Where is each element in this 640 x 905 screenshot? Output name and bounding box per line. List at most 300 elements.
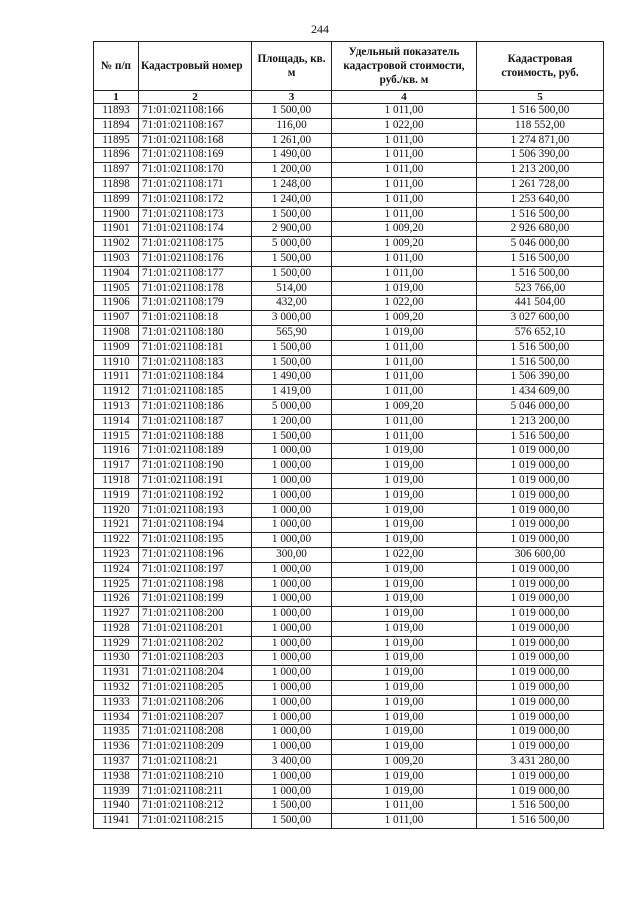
row-number-cell: 11923 [94, 547, 139, 562]
table-row [94, 355, 604, 370]
row-number-cell: 11921 [94, 518, 139, 533]
area-cell: 1 261,00 [252, 133, 332, 148]
area-cell: 1 000,00 [252, 666, 332, 681]
specific-value-cell: 1 019,00 [332, 784, 477, 799]
specific-value-cell: 1 011,00 [332, 177, 477, 192]
area-cell: 1 490,00 [252, 370, 332, 385]
cadastral-number-cell: 71:01:021108:198 [139, 577, 252, 592]
cadastral-value-cell: 1 019 000,00 [477, 725, 604, 740]
area-cell: 1 000,00 [252, 444, 332, 459]
column-number: 5 [477, 91, 604, 104]
table-row [94, 710, 604, 725]
specific-value-cell: 1 019,00 [332, 607, 477, 622]
cadastral-value-cell: 1 516 500,00 [477, 207, 604, 222]
cadastral-number-cell: 71:01:021108:204 [139, 666, 252, 681]
area-cell: 3 000,00 [252, 311, 332, 326]
table-row [94, 237, 604, 252]
specific-value-cell: 1 011,00 [332, 266, 477, 281]
cadastral-number-cell: 71:01:021108:210 [139, 769, 252, 784]
cadastral-number-cell: 71:01:021108:18 [139, 311, 252, 326]
table-row [94, 281, 604, 296]
table-row [94, 429, 604, 444]
row-number-cell: 11911 [94, 370, 139, 385]
cadastral-value-cell: 1 261 728,00 [477, 177, 604, 192]
specific-value-cell: 1 022,00 [332, 296, 477, 311]
area-cell: 432,00 [252, 296, 332, 311]
row-number-cell: 11924 [94, 562, 139, 577]
table-row [94, 607, 604, 622]
cadastral-value-cell: 1 019 000,00 [477, 459, 604, 474]
cadastral-number-cell: 71:01:021108:167 [139, 118, 252, 133]
cadastral-number-cell: 71:01:021108:21 [139, 755, 252, 770]
area-cell: 1 000,00 [252, 769, 332, 784]
table-row [94, 814, 604, 829]
table-header [94, 42, 604, 104]
specific-value-cell: 1 011,00 [332, 340, 477, 355]
column-number: 3 [252, 91, 332, 104]
table-row [94, 681, 604, 696]
table-row [94, 533, 604, 548]
cadastral-number-cell: 71:01:021108:175 [139, 237, 252, 252]
row-number-cell: 11925 [94, 577, 139, 592]
row-number-cell: 11904 [94, 266, 139, 281]
row-number-cell: 11941 [94, 814, 139, 829]
row-number-cell: 11902 [94, 237, 139, 252]
area-cell: 1 000,00 [252, 725, 332, 740]
table-row [94, 118, 604, 133]
area-cell: 5 000,00 [252, 237, 332, 252]
cadastral-number-cell: 71:01:021108:185 [139, 385, 252, 400]
cadastral-number-cell: 71:01:021108:203 [139, 651, 252, 666]
row-number-cell: 11916 [94, 444, 139, 459]
row-number-cell: 11919 [94, 488, 139, 503]
row-number-cell: 11893 [94, 104, 139, 119]
table-row [94, 799, 604, 814]
area-cell: 1 000,00 [252, 577, 332, 592]
specific-value-cell: 1 011,00 [332, 133, 477, 148]
row-number-cell: 11912 [94, 385, 139, 400]
table-row [94, 784, 604, 799]
area-cell: 1 240,00 [252, 192, 332, 207]
specific-value-cell: 1 019,00 [332, 281, 477, 296]
cadastral-value-cell: 1 506 390,00 [477, 148, 604, 163]
table-row [94, 459, 604, 474]
table-row [94, 444, 604, 459]
cadastral-number-cell: 71:01:021108:189 [139, 444, 252, 459]
row-number-cell: 11931 [94, 666, 139, 681]
area-cell: 1 000,00 [252, 459, 332, 474]
table-row [94, 148, 604, 163]
header-area: Площадь, кв. м [252, 42, 332, 91]
cadastral-value-cell: 1 019 000,00 [477, 666, 604, 681]
cadastral-number-cell: 71:01:021108:170 [139, 163, 252, 178]
column-number: 1 [94, 91, 139, 104]
specific-value-cell: 1 019,00 [332, 695, 477, 710]
specific-value-cell: 1 019,00 [332, 533, 477, 548]
area-cell: 2 900,00 [252, 222, 332, 237]
row-number-cell: 11906 [94, 296, 139, 311]
cadastral-value-cell: 1 019 000,00 [477, 488, 604, 503]
table-row [94, 621, 604, 636]
cadastral-number-cell: 71:01:021108:191 [139, 473, 252, 488]
cadastral-value-cell: 1 516 500,00 [477, 814, 604, 829]
cadastral-value-cell: 1 516 500,00 [477, 355, 604, 370]
page-number: 244 [311, 22, 329, 36]
row-number-cell: 11918 [94, 473, 139, 488]
cadastral-value-cell: 1 213 200,00 [477, 414, 604, 429]
cadastral-number-cell: 71:01:021108:196 [139, 547, 252, 562]
header-row [94, 42, 604, 91]
row-number-cell: 11933 [94, 695, 139, 710]
cadastral-value-cell: 1 516 500,00 [477, 251, 604, 266]
cadastral-value-cell: 118 552,00 [477, 118, 604, 133]
table-row [94, 518, 604, 533]
table-body [94, 104, 604, 829]
table-row [94, 725, 604, 740]
table-row [94, 133, 604, 148]
cadastral-number-cell: 71:01:021108:181 [139, 340, 252, 355]
cadastral-number-cell: 71:01:021108:195 [139, 533, 252, 548]
cadastral-number-cell: 71:01:021108:209 [139, 740, 252, 755]
row-number-cell: 11905 [94, 281, 139, 296]
cadastral-number-cell: 71:01:021108:202 [139, 636, 252, 651]
area-cell: 1 200,00 [252, 414, 332, 429]
specific-value-cell: 1 019,00 [332, 725, 477, 740]
cadastral-number-cell: 71:01:021108:180 [139, 325, 252, 340]
table-row [94, 755, 604, 770]
area-cell: 1 500,00 [252, 355, 332, 370]
row-number-cell: 11927 [94, 607, 139, 622]
cadastral-value-cell: 576 652,10 [477, 325, 604, 340]
table-row [94, 547, 604, 562]
specific-value-cell: 1 019,00 [332, 562, 477, 577]
row-number-cell: 11937 [94, 755, 139, 770]
cadastral-number-cell: 71:01:021108:190 [139, 459, 252, 474]
row-number-cell: 11899 [94, 192, 139, 207]
cadastral-value-cell: 1 516 500,00 [477, 104, 604, 119]
cadastral-value-cell: 1 019 000,00 [477, 636, 604, 651]
specific-value-cell: 1 019,00 [332, 681, 477, 696]
table-row [94, 385, 604, 400]
row-number-cell: 11895 [94, 133, 139, 148]
specific-value-cell: 1 019,00 [332, 651, 477, 666]
cadastral-number-cell: 71:01:021108:205 [139, 681, 252, 696]
area-cell: 1 500,00 [252, 814, 332, 829]
row-number-cell: 11929 [94, 636, 139, 651]
cadastral-value-cell: 1 253 640,00 [477, 192, 604, 207]
row-number-cell: 11936 [94, 740, 139, 755]
cadastral-value-cell: 1 516 500,00 [477, 266, 604, 281]
area-cell: 1 490,00 [252, 148, 332, 163]
specific-value-cell: 1 011,00 [332, 799, 477, 814]
area-cell: 1 000,00 [252, 592, 332, 607]
specific-value-cell: 1 019,00 [332, 621, 477, 636]
table-row [94, 562, 604, 577]
specific-value-cell: 1 009,20 [332, 222, 477, 237]
table-row [94, 266, 604, 281]
table-row [94, 473, 604, 488]
cadastral-number-cell: 71:01:021108:200 [139, 607, 252, 622]
row-number-cell: 11920 [94, 503, 139, 518]
row-number-cell: 11930 [94, 651, 139, 666]
row-number-cell: 11939 [94, 784, 139, 799]
table-row [94, 370, 604, 385]
cadastral-number-cell: 71:01:021108:171 [139, 177, 252, 192]
table-row [94, 666, 604, 681]
cadastral-number-cell: 71:01:021108:206 [139, 695, 252, 710]
cadastral-value-cell: 1 274 871,00 [477, 133, 604, 148]
row-number-cell: 11913 [94, 399, 139, 414]
table-row [94, 311, 604, 326]
area-cell: 1 000,00 [252, 636, 332, 651]
area-cell: 1 500,00 [252, 104, 332, 119]
specific-value-cell: 1 009,20 [332, 237, 477, 252]
area-cell: 1 000,00 [252, 518, 332, 533]
table-row [94, 325, 604, 340]
table-row [94, 592, 604, 607]
row-number-cell: 11934 [94, 710, 139, 725]
table-row [94, 488, 604, 503]
area-cell: 514,00 [252, 281, 332, 296]
header-cadastral-value: Кадастровая стоимость, руб. [477, 42, 604, 91]
row-number-cell: 11914 [94, 414, 139, 429]
row-number-cell: 11903 [94, 251, 139, 266]
specific-value-cell: 1 019,00 [332, 473, 477, 488]
cadastral-number-cell: 71:01:021108:212 [139, 799, 252, 814]
cadastral-value-table [93, 41, 604, 829]
table-row [94, 636, 604, 651]
cadastral-value-cell: 3 431 280,00 [477, 755, 604, 770]
column-number: 4 [332, 91, 477, 104]
cadastral-value-cell: 1 019 000,00 [477, 740, 604, 755]
row-number-cell: 11926 [94, 592, 139, 607]
cadastral-number-cell: 71:01:021108:192 [139, 488, 252, 503]
specific-value-cell: 1 011,00 [332, 192, 477, 207]
cadastral-number-cell: 71:01:021108:176 [139, 251, 252, 266]
cadastral-value-cell: 306 600,00 [477, 547, 604, 562]
specific-value-cell: 1 022,00 [332, 118, 477, 133]
cadastral-value-cell: 5 046 000,00 [477, 399, 604, 414]
cadastral-value-cell: 1 019 000,00 [477, 577, 604, 592]
specific-value-cell: 1 019,00 [332, 592, 477, 607]
table-row [94, 399, 604, 414]
cadastral-value-cell: 1 434 609,00 [477, 385, 604, 400]
column-number-row [94, 91, 604, 104]
cadastral-value-cell: 1 019 000,00 [477, 710, 604, 725]
specific-value-cell: 1 011,00 [332, 429, 477, 444]
area-cell: 1 419,00 [252, 385, 332, 400]
cadastral-value-cell: 1 516 500,00 [477, 429, 604, 444]
area-cell: 1 000,00 [252, 695, 332, 710]
cadastral-value-cell: 1 019 000,00 [477, 695, 604, 710]
cadastral-number-cell: 71:01:021108:172 [139, 192, 252, 207]
cadastral-number-cell: 71:01:021108:174 [139, 222, 252, 237]
cadastral-value-cell: 1 019 000,00 [477, 533, 604, 548]
cadastral-value-cell: 5 046 000,00 [477, 237, 604, 252]
cadastral-number-cell: 71:01:021108:168 [139, 133, 252, 148]
table-row [94, 192, 604, 207]
cadastral-number-cell: 71:01:021108:187 [139, 414, 252, 429]
area-cell: 1 000,00 [252, 740, 332, 755]
table-row [94, 769, 604, 784]
row-number-cell: 11907 [94, 311, 139, 326]
row-number-cell: 11901 [94, 222, 139, 237]
specific-value-cell: 1 011,00 [332, 370, 477, 385]
cadastral-number-cell: 71:01:021108:215 [139, 814, 252, 829]
header-no: № п/п [94, 42, 139, 91]
cadastral-value-cell: 1 019 000,00 [477, 784, 604, 799]
area-cell: 1 000,00 [252, 503, 332, 518]
table-row [94, 163, 604, 178]
specific-value-cell: 1 009,20 [332, 755, 477, 770]
table-row [94, 651, 604, 666]
area-cell: 1 000,00 [252, 473, 332, 488]
area-cell: 565,90 [252, 325, 332, 340]
area-cell: 1 000,00 [252, 710, 332, 725]
cadastral-value-cell: 1 019 000,00 [477, 562, 604, 577]
specific-value-cell: 1 019,00 [332, 488, 477, 503]
table-row [94, 251, 604, 266]
area-cell: 1 500,00 [252, 340, 332, 355]
cadastral-value-cell: 523 766,00 [477, 281, 604, 296]
table-row [94, 177, 604, 192]
specific-value-cell: 1 019,00 [332, 518, 477, 533]
area-cell: 1 000,00 [252, 784, 332, 799]
specific-value-cell: 1 011,00 [332, 414, 477, 429]
cadastral-number-cell: 71:01:021108:173 [139, 207, 252, 222]
row-number-cell: 11917 [94, 459, 139, 474]
row-number-cell: 11897 [94, 163, 139, 178]
area-cell: 1 500,00 [252, 266, 332, 281]
cadastral-value-cell: 1 506 390,00 [477, 370, 604, 385]
cadastral-value-cell: 1 019 000,00 [477, 592, 604, 607]
cadastral-number-cell: 71:01:021108:211 [139, 784, 252, 799]
area-cell: 1 000,00 [252, 607, 332, 622]
cadastral-number-cell: 71:01:021108:193 [139, 503, 252, 518]
specific-value-cell: 1 009,20 [332, 311, 477, 326]
area-cell: 1 500,00 [252, 429, 332, 444]
cadastral-number-cell: 71:01:021108:207 [139, 710, 252, 725]
specific-value-cell: 1 011,00 [332, 251, 477, 266]
row-number-cell: 11935 [94, 725, 139, 740]
table-row [94, 695, 604, 710]
cadastral-value-cell: 2 926 680,00 [477, 222, 604, 237]
cadastral-value-cell: 1 019 000,00 [477, 769, 604, 784]
row-number-cell: 11940 [94, 799, 139, 814]
area-cell: 1 500,00 [252, 799, 332, 814]
cadastral-number-cell: 71:01:021108:166 [139, 104, 252, 119]
cadastral-value-cell: 1 019 000,00 [477, 607, 604, 622]
area-cell: 5 000,00 [252, 399, 332, 414]
cadastral-value-cell: 3 027 600,00 [477, 311, 604, 326]
specific-value-cell: 1 019,00 [332, 577, 477, 592]
table-row [94, 503, 604, 518]
row-number-cell: 11922 [94, 533, 139, 548]
row-number-cell: 11910 [94, 355, 139, 370]
cadastral-number-cell: 71:01:021108:186 [139, 399, 252, 414]
area-cell: 1 000,00 [252, 533, 332, 548]
area-cell: 116,00 [252, 118, 332, 133]
specific-value-cell: 1 022,00 [332, 547, 477, 562]
specific-value-cell: 1 011,00 [332, 207, 477, 222]
cadastral-number-cell: 71:01:021108:197 [139, 562, 252, 577]
specific-value-cell: 1 009,20 [332, 399, 477, 414]
area-cell: 1 000,00 [252, 562, 332, 577]
table-row [94, 740, 604, 755]
cadastral-number-cell: 71:01:021108:194 [139, 518, 252, 533]
row-number-cell: 11896 [94, 148, 139, 163]
specific-value-cell: 1 011,00 [332, 104, 477, 119]
specific-value-cell: 1 019,00 [332, 503, 477, 518]
area-cell: 3 400,00 [252, 755, 332, 770]
specific-value-cell: 1 019,00 [332, 710, 477, 725]
cadastral-value-cell: 441 504,00 [477, 296, 604, 311]
cadastral-value-cell: 1 019 000,00 [477, 444, 604, 459]
row-number-cell: 11932 [94, 681, 139, 696]
table-row [94, 340, 604, 355]
cadastral-value-cell: 1 019 000,00 [477, 681, 604, 696]
column-number: 2 [139, 91, 252, 104]
area-cell: 1 500,00 [252, 251, 332, 266]
cadastral-value-cell: 1 019 000,00 [477, 621, 604, 636]
area-cell: 1 000,00 [252, 488, 332, 503]
table-row [94, 104, 604, 119]
specific-value-cell: 1 011,00 [332, 163, 477, 178]
specific-value-cell: 1 011,00 [332, 814, 477, 829]
table-row [94, 207, 604, 222]
header-cadastral-number: Кадастровый номер [139, 42, 252, 91]
area-cell: 1 200,00 [252, 163, 332, 178]
row-number-cell: 11898 [94, 177, 139, 192]
specific-value-cell: 1 011,00 [332, 355, 477, 370]
specific-value-cell: 1 011,00 [332, 385, 477, 400]
specific-value-cell: 1 019,00 [332, 740, 477, 755]
specific-value-cell: 1 019,00 [332, 769, 477, 784]
row-number-cell: 11928 [94, 621, 139, 636]
area-cell: 1 500,00 [252, 207, 332, 222]
area-cell: 1 000,00 [252, 681, 332, 696]
cadastral-value-cell: 1 019 000,00 [477, 473, 604, 488]
cadastral-number-cell: 71:01:021108:178 [139, 281, 252, 296]
header-specific-value: Удельный показатель кадастровой стоимости, руб./кв. м [332, 42, 477, 91]
specific-value-cell: 1 019,00 [332, 459, 477, 474]
cadastral-number-cell: 71:01:021108:208 [139, 725, 252, 740]
specific-value-cell: 1 019,00 [332, 666, 477, 681]
area-cell: 1 000,00 [252, 651, 332, 666]
cadastral-number-cell: 71:01:021108:179 [139, 296, 252, 311]
row-number-cell: 11938 [94, 769, 139, 784]
cadastral-value-cell: 1 516 500,00 [477, 799, 604, 814]
cadastral-value-cell: 1 516 500,00 [477, 340, 604, 355]
area-cell: 1 248,00 [252, 177, 332, 192]
area-cell: 1 000,00 [252, 621, 332, 636]
area-cell: 300,00 [252, 547, 332, 562]
table-row [94, 296, 604, 311]
table-row [94, 222, 604, 237]
cadastral-number-cell: 71:01:021108:177 [139, 266, 252, 281]
cadastral-number-cell: 71:01:021108:188 [139, 429, 252, 444]
row-number-cell: 11908 [94, 325, 139, 340]
specific-value-cell: 1 011,00 [332, 148, 477, 163]
cadastral-value-cell: 1 213 200,00 [477, 163, 604, 178]
row-number-cell: 11909 [94, 340, 139, 355]
cadastral-number-cell: 71:01:021108:199 [139, 592, 252, 607]
cadastral-number-cell: 71:01:021108:169 [139, 148, 252, 163]
row-number-cell: 11900 [94, 207, 139, 222]
row-number-cell: 11894 [94, 118, 139, 133]
cadastral-value-cell: 1 019 000,00 [477, 503, 604, 518]
cadastral-number-cell: 71:01:021108:184 [139, 370, 252, 385]
